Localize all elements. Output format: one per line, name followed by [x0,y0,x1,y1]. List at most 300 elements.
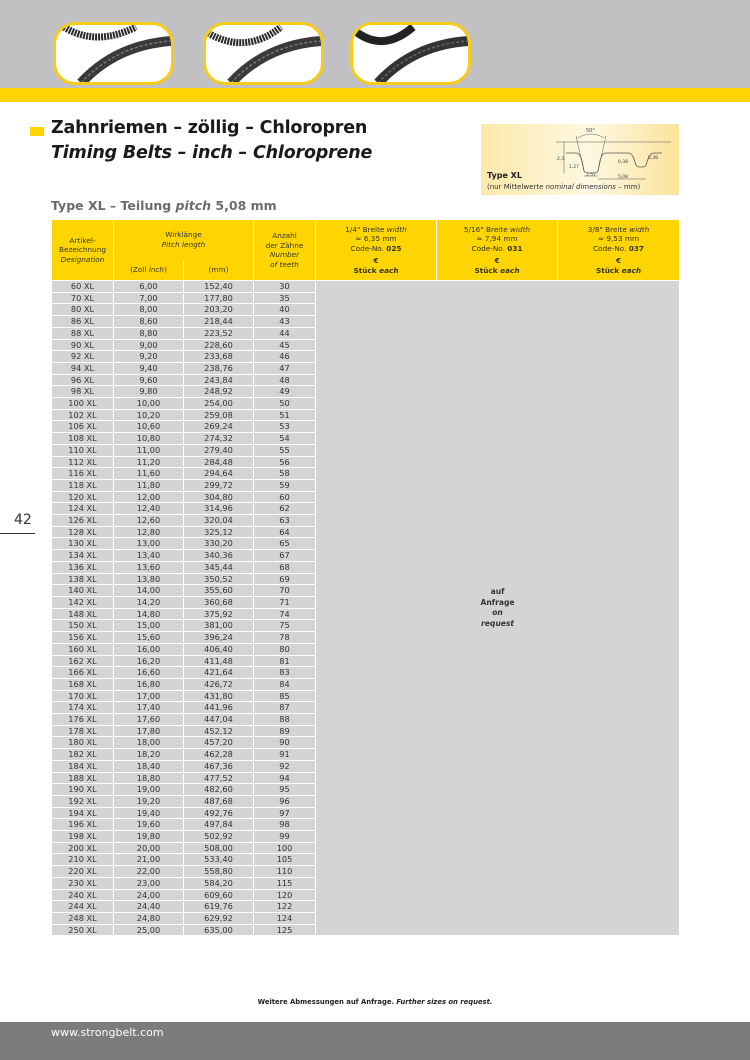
cell-pitch-inch: 10,00 [114,398,184,410]
cell-teeth: 88 [254,714,316,726]
cell-designation: 250 XL [52,924,114,936]
cell-pitch-mm: 320,04 [184,515,254,527]
cell-teeth: 40 [254,304,316,316]
cell-designation: 142 XL [52,596,114,608]
cell-pitch-mm: 629,92 [184,912,254,924]
cell-pitch-inch: 12,80 [114,526,184,538]
subtitle-prefix: Type XL – Teilung [51,198,176,213]
cell-designation: 174 XL [52,702,114,714]
header-text: Bezeichnung [59,245,106,255]
header-text: der Zähne [265,240,304,250]
cell-teeth: 60 [254,491,316,503]
cell-teeth: 51 [254,409,316,421]
req-en1: on [492,608,503,618]
cell-pitch-mm: 375,92 [184,608,254,620]
cell-teeth: 81 [254,655,316,667]
cell-designation: 100 XL [52,398,114,410]
cell-pitch-inch: 8,60 [114,316,184,328]
cell-pitch-inch: 17,80 [114,725,184,737]
cell-teeth: 83 [254,667,316,679]
cell-teeth: 70 [254,585,316,597]
cell-pitch-inch: 15,00 [114,620,184,632]
cell-pitch-mm: 492,76 [184,807,254,819]
header-pitch-mm: (mm) [184,260,254,281]
cell-teeth: 69 [254,573,316,585]
header-text: each [500,265,520,275]
cell-pitch-inch: 24,00 [114,889,184,901]
cell-pitch-mm: 497,84 [184,819,254,831]
cell-teeth: 48 [254,374,316,386]
cell-pitch-mm: 299,72 [184,479,254,491]
cell-pitch-mm: 457,20 [184,737,254,749]
footnote [0,998,750,1006]
cell-pitch-inch: 20,00 [114,842,184,854]
cell-designation: 126 XL [52,515,114,527]
cell-pitch-mm: 355,60 [184,585,254,597]
cell-pitch-inch: 10,20 [114,409,184,421]
cell-designation: 210 XL [52,854,114,866]
belt-table [51,219,680,936]
cell-pitch-inch: 8,00 [114,304,184,316]
cell-pitch-inch: 19,60 [114,819,184,831]
cell-designation: 194 XL [52,807,114,819]
belt-image-icon [206,25,321,82]
cell-designation: 128 XL [52,526,114,538]
cell-pitch-inch: 9,40 [114,362,184,374]
cell-pitch-mm: 406,40 [184,643,254,655]
cell-pitch-mm: 502,92 [184,831,254,843]
cell-teeth: 94 [254,772,316,784]
cell-teeth: 58 [254,468,316,480]
cell-pitch-inch: 16,20 [114,655,184,667]
cell-pitch-mm: 381,00 [184,620,254,632]
cell-pitch-inch: 13,60 [114,561,184,573]
cell-designation: 112 XL [52,456,114,468]
euro-icon: € [494,256,500,266]
header-text: Code-No. [350,243,387,253]
cell-pitch-inch: 9,20 [114,351,184,363]
cell-teeth: 84 [254,678,316,690]
footnote-de: Weitere Abmessungen auf Anfrage. [257,998,397,1006]
cell-teeth: 124 [254,912,316,924]
cell-teeth: 59 [254,479,316,491]
cell-pitch-mm: 294,64 [184,468,254,480]
cell-pitch-inch: 8,80 [114,327,184,339]
type-note-prefix: (nur Mittelwerte [487,183,546,191]
subtitle-italic: pitch [175,198,212,213]
cell-designation: 190 XL [52,784,114,796]
cell-teeth: 35 [254,292,316,304]
cell-pitch-mm: 177,80 [184,292,254,304]
header-text: Pitch length [161,239,206,249]
cell-teeth: 30 [254,281,316,293]
cell-teeth: 89 [254,725,316,737]
belt-photo-2 [203,22,324,85]
section-subtitle [51,198,277,213]
cell-pitch-mm: 411,48 [184,655,254,667]
cell-pitch-mm: 350,52 [184,573,254,585]
euro-icon: € [615,256,622,266]
cell-pitch-mm: 441,96 [184,702,254,714]
page-number: 42 [14,512,32,528]
cell-pitch-mm: 254,00 [184,398,254,410]
cell-designation: 98 XL [52,386,114,398]
cell-pitch-mm: 238,76 [184,362,254,374]
cell-pitch-inch: 14,00 [114,585,184,597]
cell-teeth: 115 [254,877,316,889]
header-text: (Zoll [130,265,149,274]
header-text: 1/4" Breite [345,224,387,234]
cell-teeth: 97 [254,807,316,819]
subtitle-suffix: 5,08 mm [211,198,277,213]
cell-designation: 88 XL [52,327,114,339]
header-text: Code-No. [471,243,508,253]
cell-teeth: 80 [254,643,316,655]
cell-teeth: 44 [254,327,316,339]
cell-teeth: 90 [254,737,316,749]
title-marker [30,127,44,136]
cell-teeth: 91 [254,749,316,761]
header-text: Anzahl [272,231,297,240]
cell-pitch-mm: 635,00 [184,924,254,936]
cell-pitch-inch: 21,00 [114,854,184,866]
cell-designation: 80 XL [52,304,114,316]
cell-pitch-inch: 14,20 [114,596,184,608]
cell-pitch-mm: 482,60 [184,784,254,796]
cell-pitch-mm: 426,72 [184,678,254,690]
cell-pitch-inch: 19,20 [114,795,184,807]
tooth-profile-diagram-icon [556,126,676,182]
cell-pitch-inch: 22,00 [114,866,184,878]
header-text: Code-No. [593,243,629,253]
header-text: ) [164,265,167,274]
cell-designation: 188 XL [52,772,114,784]
header-width-037 [558,220,680,281]
cell-pitch-inch: 12,00 [114,491,184,503]
cell-designation: 156 XL [52,632,114,644]
footer-bar [0,1022,750,1060]
euro-icon: € [373,256,379,266]
cell-pitch-mm: 152,40 [184,281,254,293]
cell-pitch-mm: 340,36 [184,550,254,562]
cell-pitch-mm: 558,80 [184,866,254,878]
cell-pitch-mm: 360,68 [184,596,254,608]
cell-designation: 96 XL [52,374,114,386]
cell-teeth: 64 [254,526,316,538]
cell-pitch-inch: 7,00 [114,292,184,304]
cell-teeth: 43 [254,316,316,328]
cell-pitch-mm: 609,60 [184,889,254,901]
height-label: 2,3 [557,157,565,162]
code-number: 037 [628,243,644,253]
cell-teeth: 85 [254,690,316,702]
cell-pitch-inch: 13,40 [114,550,184,562]
cell-designation: 244 XL [52,901,114,913]
header-teeth [254,220,316,281]
header-pitch-length [114,220,254,260]
cell-pitch-inch: 15,60 [114,632,184,644]
cell-pitch-inch: 16,80 [114,678,184,690]
cell-teeth: 74 [254,608,316,620]
header-designation [52,220,114,281]
cell-pitch-inch: 11,20 [114,456,184,468]
cell-pitch-mm: 467,36 [184,760,254,772]
type-note-suffix: – mm) [615,183,641,191]
cell-designation: 140 XL [52,585,114,597]
table-body [52,281,680,936]
cell-teeth: 63 [254,515,316,527]
cell-teeth: 67 [254,550,316,562]
cell-designation: 134 XL [52,550,114,562]
cell-pitch-mm: 431,80 [184,690,254,702]
cell-pitch-mm: 228,60 [184,339,254,351]
cell-teeth: 65 [254,538,316,550]
tooth-height-label: 1,27 [569,165,580,170]
cell-designation: 106 XL [52,421,114,433]
cell-teeth: 92 [254,760,316,772]
cell-pitch-inch: 17,40 [114,702,184,714]
header-text: each [379,265,399,275]
header-text: each [621,265,642,275]
cell-teeth: 120 [254,889,316,901]
header-text: width [386,224,407,234]
cell-designation: 130 XL [52,538,114,550]
cell-pitch-mm: 533,40 [184,854,254,866]
cell-designation: 124 XL [52,503,114,515]
cell-pitch-inch: 17,00 [114,690,184,702]
cell-teeth: 54 [254,433,316,445]
cell-designation: 166 XL [52,667,114,679]
cell-pitch-mm: 396,24 [184,632,254,644]
cell-designation: 184 XL [52,760,114,772]
cell-designation: 92 XL [52,351,114,363]
cell-designation: 200 XL [52,842,114,854]
cell-teeth: 49 [254,386,316,398]
cell-designation: 136 XL [52,561,114,573]
cell-teeth: 125 [254,924,316,936]
cell-pitch-inch: 19,00 [114,784,184,796]
type-profile-box [481,124,679,195]
cell-pitch-inch: 24,80 [114,912,184,924]
cell-pitch-mm: 269,24 [184,421,254,433]
cell-teeth: 75 [254,620,316,632]
cell-pitch-inch: 19,80 [114,831,184,843]
cell-designation: 180 XL [52,737,114,749]
belt-photo-1 [53,22,174,85]
cell-pitch-inch: 24,40 [114,901,184,913]
cell-pitch-inch: 18,20 [114,749,184,761]
cell-designation: 116 XL [52,468,114,480]
header-text: ≈ 7,94 mm [476,234,518,244]
cell-pitch-inch: 19,40 [114,807,184,819]
req-de1: auf [490,587,505,597]
cell-teeth: 53 [254,421,316,433]
cell-pitch-inch: 23,00 [114,877,184,889]
cell-designation: 170 XL [52,690,114,702]
cell-pitch-inch: 10,60 [114,421,184,433]
cell-pitch-mm: 233,68 [184,351,254,363]
cell-pitch-mm: 279,40 [184,444,254,456]
cell-designation: 70 XL [52,292,114,304]
header-pitch-inch [114,260,184,281]
cell-designation: 196 XL [52,819,114,831]
cell-pitch-inch: 18,80 [114,772,184,784]
cell-teeth: 96 [254,795,316,807]
header-text: 5/16" Breite [463,224,510,234]
cell-teeth: 87 [254,702,316,714]
cell-teeth: 55 [254,444,316,456]
pitch-dim-label: 5,08 [618,175,629,180]
code-number: 025 [386,243,402,253]
header-width-025 [316,220,437,281]
cell-teeth: 47 [254,362,316,374]
code-number: 031 [507,243,523,253]
cell-teeth: 46 [254,351,316,363]
cell-designation: 198 XL [52,831,114,843]
header-text: Artikel- [69,235,96,245]
cell-designation: 90 XL [52,339,114,351]
header-text: Number [269,250,300,259]
price-on-request [316,281,680,936]
cell-pitch-inch: 17,60 [114,714,184,726]
cell-pitch-mm: 218,44 [184,316,254,328]
cell-designation: 168 XL [52,678,114,690]
header-text: ≈ 9,53 mm [597,234,640,244]
cell-pitch-inch: 13,00 [114,538,184,550]
cell-pitch-mm: 284,48 [184,456,254,468]
page-title-en: Timing Belts – inch – Chloroprene [51,143,373,163]
cell-designation: 240 XL [52,889,114,901]
cell-designation: 178 XL [52,725,114,737]
radius2-label: 0,38 [648,156,659,161]
cell-designation: 108 XL [52,433,114,445]
table-row [52,281,680,293]
angle-label: 50° [586,128,595,134]
cell-teeth: 71 [254,596,316,608]
cell-designation: 162 XL [52,655,114,667]
cell-designation: 148 XL [52,608,114,620]
header-text: 3/8" Breite [587,224,630,234]
cell-pitch-mm: 243,84 [184,374,254,386]
cell-pitch-mm: 421,64 [184,667,254,679]
cell-designation: 192 XL [52,795,114,807]
cell-teeth: 78 [254,632,316,644]
cell-teeth: 56 [254,456,316,468]
cell-pitch-mm: 314,96 [184,503,254,515]
cell-teeth: 45 [254,339,316,351]
cell-designation: 118 XL [52,479,114,491]
header-text: inch [148,265,165,274]
cell-pitch-mm: 447,04 [184,714,254,726]
cell-pitch-mm: 274,32 [184,433,254,445]
header-text: ≈ 6,35 mm [355,234,397,244]
page-title-de: Zahnriemen – zöllig – Chloropren [51,118,368,138]
accent-band [0,88,750,102]
cell-pitch-inch: 11,80 [114,479,184,491]
cell-pitch-mm: 345,44 [184,561,254,573]
cell-designation: 150 XL [52,620,114,632]
cell-pitch-inch: 16,00 [114,643,184,655]
cell-teeth: 110 [254,866,316,878]
cell-designation: 86 XL [52,316,114,328]
header-text: Stück [353,265,380,275]
cell-pitch-inch: 10,80 [114,433,184,445]
radius1-label: 0,38 [618,160,629,165]
footnote-en: Further sizes on request. [396,998,493,1006]
cell-pitch-mm: 248,92 [184,386,254,398]
cell-pitch-inch: 6,00 [114,281,184,293]
cell-designation: 248 XL [52,912,114,924]
cell-designation: 138 XL [52,573,114,585]
cell-teeth: 98 [254,819,316,831]
cell-pitch-inch: 11,60 [114,468,184,480]
cell-pitch-inch: 14,80 [114,608,184,620]
cell-designation: 160 XL [52,643,114,655]
cell-designation: 60 XL [52,281,114,293]
cell-pitch-mm: 330,20 [184,538,254,550]
belt-photo-3 [350,22,471,85]
cell-pitch-inch: 9,60 [114,374,184,386]
header-text: Wirklänge [165,230,202,240]
cell-teeth: 50 [254,398,316,410]
cell-designation: 176 XL [52,714,114,726]
cell-pitch-mm: 203,20 [184,304,254,316]
belt-image-icon [56,25,171,82]
cell-teeth: 122 [254,901,316,913]
cell-pitch-inch: 9,80 [114,386,184,398]
cell-pitch-mm: 223,52 [184,327,254,339]
cell-pitch-mm: 584,20 [184,877,254,889]
cell-pitch-mm: 259,08 [184,409,254,421]
cell-pitch-inch: 13,80 [114,573,184,585]
cell-teeth: 68 [254,561,316,573]
cell-pitch-inch: 12,60 [114,515,184,527]
cell-pitch-inch: 11,00 [114,444,184,456]
cell-teeth: 99 [254,831,316,843]
type-note [487,183,640,191]
cell-teeth: 105 [254,854,316,866]
cell-designation: 182 XL [52,749,114,761]
req-de2: Anfrage [480,597,515,607]
cell-designation: 230 XL [52,877,114,889]
type-note-italic: nominal dimensions [545,183,616,191]
cell-pitch-inch: 18,40 [114,760,184,772]
header-width-031 [437,220,558,281]
cell-pitch-inch: 9,00 [114,339,184,351]
cell-teeth: 62 [254,503,316,515]
cell-pitch-inch: 25,00 [114,924,184,936]
cell-teeth: 100 [254,842,316,854]
cell-pitch-mm: 304,80 [184,491,254,503]
cell-pitch-mm: 462,28 [184,749,254,761]
cell-pitch-mm: 325,12 [184,526,254,538]
cell-designation: 102 XL [52,409,114,421]
cell-pitch-mm: 619,76 [184,901,254,913]
cell-pitch-inch: 16,60 [114,667,184,679]
website-link[interactable]: www.strongbelt.com [51,1026,164,1039]
cell-pitch-mm: 508,00 [184,842,254,854]
cell-designation: 120 XL [52,491,114,503]
header-text: Stück [595,265,622,275]
belt-image-icon [353,25,468,82]
cell-pitch-mm: 487,68 [184,795,254,807]
header-text: width [510,224,531,234]
cell-pitch-inch: 12,40 [114,503,184,515]
header-text: Stück [474,265,501,275]
cell-pitch-inch: 18,00 [114,737,184,749]
tooth-width-label: 2,57 [586,173,597,178]
type-label: Type XL [487,171,522,180]
